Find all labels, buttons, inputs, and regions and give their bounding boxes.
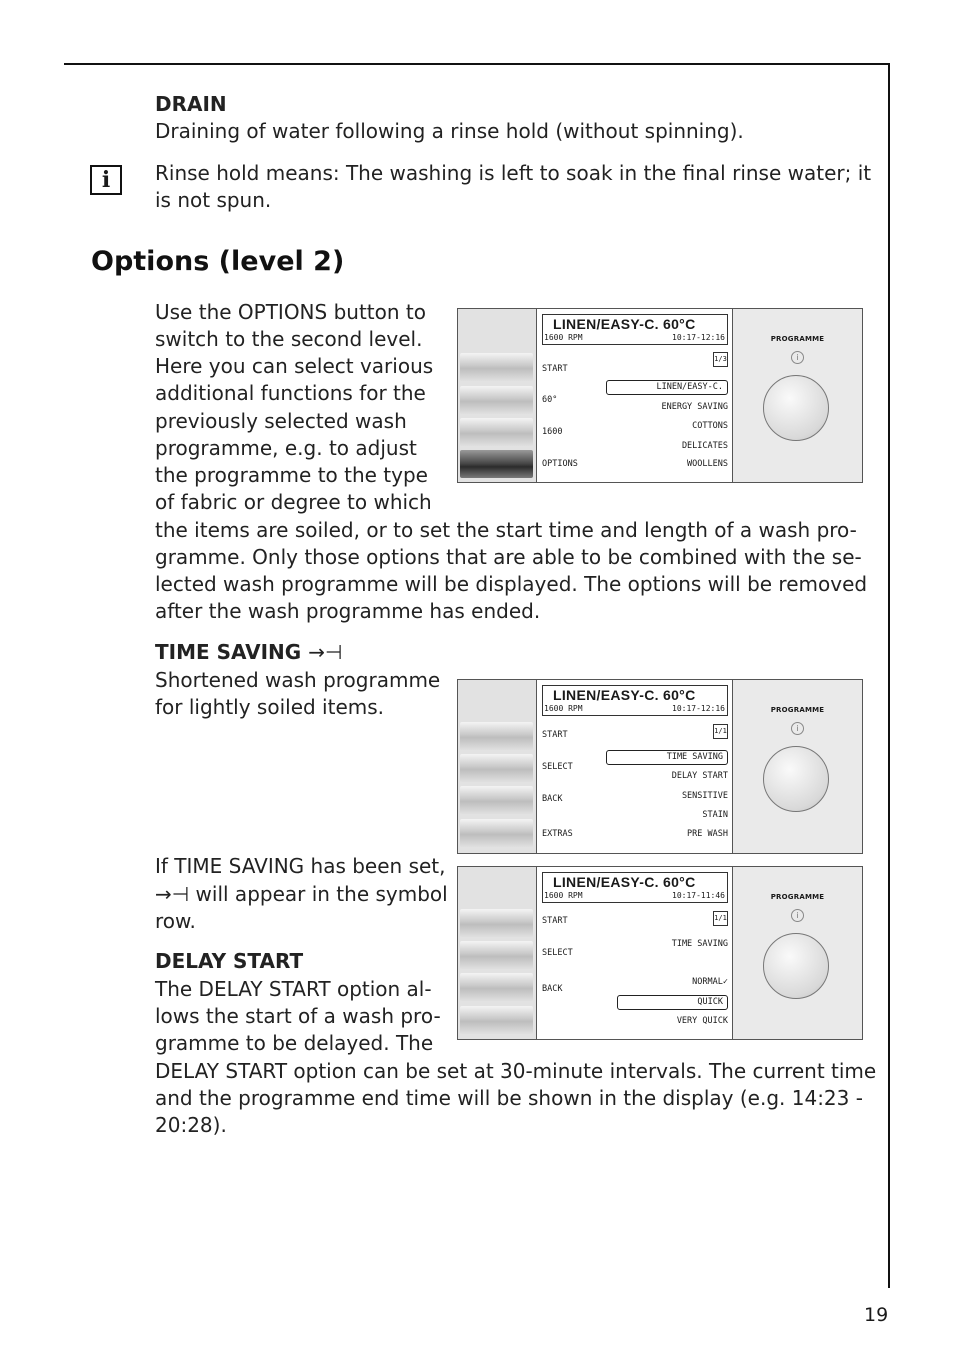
display-left-label: START (542, 364, 568, 374)
display-screen (537, 867, 734, 1039)
display-menu-item: PRE WASH (687, 829, 728, 839)
display-selected-item: LINEN/EASY-C. (606, 380, 728, 395)
time-saving-heading-text: TIME SAVING (155, 640, 302, 664)
display-left-label: SELECT (542, 948, 573, 958)
display-left-label: 1600 (542, 427, 563, 437)
display-menu-header: TIME SAVING (671, 939, 728, 949)
panel-button-2[interactable] (460, 941, 533, 969)
panel-button-1[interactable] (460, 353, 533, 381)
programme-label: PROGRAMME (770, 706, 825, 714)
intro-line: previously selected wash (155, 409, 407, 433)
display-left-label: BACK (542, 984, 563, 994)
programme-area (732, 867, 862, 1039)
panel-button-4[interactable] (460, 819, 533, 847)
display-symbol: 1/3 (713, 352, 728, 367)
panel-button-4[interactable] (460, 450, 533, 478)
display-menu-item: COTTONS (692, 421, 728, 431)
display-left-label: BACK (542, 794, 563, 804)
display-time: 10:17-12:16 (672, 333, 725, 342)
display-left-label: START (542, 916, 568, 926)
section-title: Options (level 2) (91, 246, 345, 277)
display-menu-item: VERY QUICK (676, 1016, 728, 1026)
panel-button-4[interactable] (460, 1006, 533, 1034)
display-screen (537, 680, 734, 853)
intro-line: the programme to the type (155, 463, 428, 487)
panel-button-1[interactable] (460, 722, 533, 750)
intro-line: Use the OPTIONS button to (155, 300, 426, 324)
time-saving-set-line: If TIME SAVING has been set, (155, 854, 446, 878)
delay-start-line: 20:28). (155, 1113, 227, 1137)
display-left-label: EXTRAS (542, 829, 573, 839)
display-panel-time-saving-quick (457, 866, 863, 1040)
time-saving-heading (155, 639, 342, 666)
display-selected-item: QUICK (617, 995, 728, 1010)
programme-knob[interactable] (763, 746, 829, 812)
delay-start-line: and the programme end time will be shown in the display (e.g. 14:23 - (155, 1086, 863, 1110)
display-screen (537, 309, 734, 482)
panel-button-2[interactable] (460, 754, 533, 782)
intro-line: programme, e.g. to adjust (155, 436, 417, 460)
display-symbol: 1/1 (713, 724, 728, 739)
delay-start-line: DELAY START option can be set at 30-minute intervals. The current time (155, 1059, 877, 1083)
intro-line: switch to the second level. (155, 327, 423, 351)
delay-start-line: The DELAY START option al- (155, 977, 432, 1001)
intro-line: of fabric or degree to which (155, 490, 432, 514)
display-panel-options (457, 308, 863, 483)
intro-line: the items are soiled, or to set the start time and length of a wash pro- (155, 518, 857, 542)
display-menu-item: ENERGY SAVING (661, 402, 728, 412)
programme-knob[interactable] (763, 933, 829, 999)
display-panel-time-saving (457, 679, 863, 854)
intro-line: after the wash programme has ended. (155, 599, 541, 623)
time-saving-line: Shortened wash programme (155, 668, 441, 692)
info-icon: i (791, 909, 804, 922)
programme-area (732, 309, 862, 482)
info-icon: i (90, 165, 122, 195)
display-left-label: SELECT (542, 762, 573, 772)
delay-start-line: lows the start of a wash pro- (155, 1004, 441, 1028)
time-saving-set-line: row. (155, 909, 196, 933)
panel-button-3[interactable] (460, 418, 533, 446)
panel-button-1[interactable] (460, 909, 533, 937)
time-saving-line: for lightly soiled items. (155, 695, 385, 719)
top-rule (64, 63, 890, 65)
display-menu-item: NORMAL✓ (692, 977, 728, 987)
display-title-box (542, 685, 728, 716)
display-menu-item: DELAY START (671, 771, 728, 781)
display-left-label: START (542, 730, 568, 740)
programme-label: PROGRAMME (770, 335, 825, 343)
delay-start-line: gramme to be delayed. The (155, 1031, 434, 1055)
info-icon: i (791, 722, 804, 735)
display-title: LINEN/EASY-C. 60°C (553, 316, 696, 332)
display-menu-item: DELICATES (681, 441, 728, 451)
programme-label: PROGRAMME (770, 893, 825, 901)
drain-text: Draining of water following a rinse hold (without spinning). (155, 119, 744, 143)
panel-button-3[interactable] (460, 973, 533, 1001)
panel-buttons (458, 309, 537, 482)
programme-knob[interactable] (763, 375, 829, 441)
info-line-2: is not spun. (155, 188, 272, 212)
time-saving-set-line-2 (155, 881, 448, 908)
time-saving-icon: →⊣ (155, 882, 190, 906)
display-rpm: 1600 RPM (544, 333, 583, 342)
display-title-box (542, 314, 728, 345)
display-menu-item: STAIN (702, 810, 728, 820)
display-time: 10:17-11:46 (672, 891, 725, 900)
display-menu-item: SENSITIVE (681, 791, 728, 801)
time-saving-icon: →⊣ (308, 640, 343, 664)
display-title-box (542, 872, 728, 903)
right-rule (888, 63, 890, 1288)
panel-button-2[interactable] (460, 386, 533, 414)
panel-buttons (458, 867, 537, 1039)
display-left-label: OPTIONS (542, 459, 578, 469)
display-title: LINEN/EASY-C. 60°C (553, 874, 696, 890)
info-line-1: Rinse hold means: The washing is left to soak in the final rinse water; it (155, 161, 872, 185)
display-rpm: 1600 RPM (544, 891, 583, 900)
display-selected-item: TIME SAVING (606, 750, 728, 765)
time-saving-set-text: will appear in the symbol (195, 882, 448, 906)
page-number: 19 (864, 1304, 889, 1326)
panel-button-3[interactable] (460, 786, 533, 814)
programme-area (732, 680, 862, 853)
display-time: 10:17-12:16 (672, 704, 725, 713)
display-symbol: 1/1 (713, 911, 728, 926)
display-title: LINEN/EASY-C. 60°C (553, 687, 696, 703)
panel-buttons (458, 680, 537, 853)
intro-line: lected wash programme will be displayed. The options will be removed (155, 572, 868, 596)
display-rpm: 1600 RPM (544, 704, 583, 713)
display-menu-item: WOOLLENS (687, 459, 728, 469)
info-icon: i (791, 351, 804, 364)
intro-line: gramme. Only those options that are able to be combined with the se- (155, 545, 862, 569)
delay-start-heading: DELAY START (155, 949, 304, 973)
display-left-label: 60° (542, 395, 558, 405)
intro-line: additional functions for the (155, 381, 426, 405)
intro-line: Here you can select various (155, 354, 434, 378)
drain-heading: DRAIN (155, 92, 227, 116)
